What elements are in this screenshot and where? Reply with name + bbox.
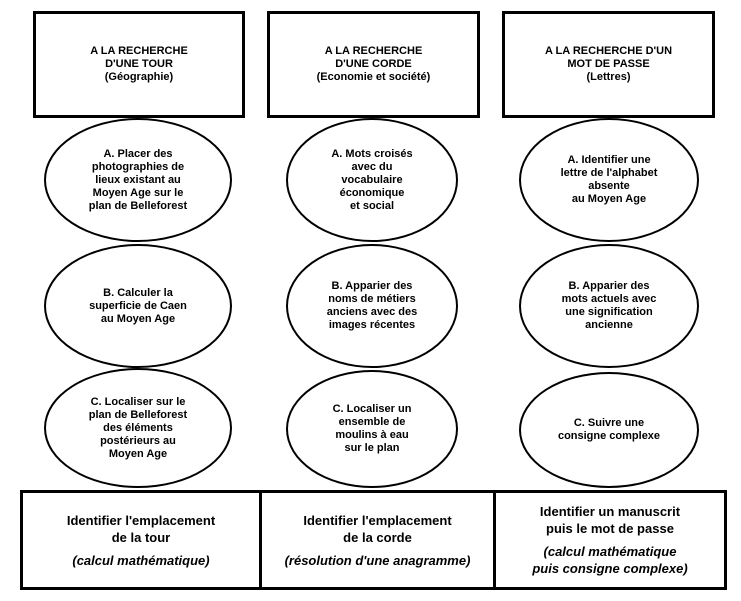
header-subtitle-tour: (Géographie) [104, 71, 174, 83]
activity-oval-mot-de-passe-b: B. Apparier des mots actuels avec une signification ancienne [519, 244, 699, 368]
goal-cell-tour [23, 493, 259, 587]
activity-oval-tour-a: A. Placer des photographies de lieux existant au Moyen Age sur le plan de Belleforest [44, 118, 232, 242]
goal-note-corde: (résolution d'une anagramme) [284, 552, 471, 568]
header-title-mot-de-passe: A LA RECHERCHE D'UN MOT DE PASSE [544, 45, 673, 70]
header-box-mot-de-passe [502, 11, 715, 118]
header-box-corde [267, 11, 480, 118]
activity-oval-tour-c: C. Localiser sur le plan de Belleforest des éléments postérieurs au Moyen Age [44, 368, 232, 488]
activity-oval-mot-de-passe-c: C. Suivre une consigne complexe [519, 372, 699, 488]
goal-cell-corde [259, 493, 493, 587]
header-title-tour: A LA RECHERCHE D'UNE TOUR [90, 45, 188, 70]
goal-main-tour: Identifier l'emplacement de la tour [66, 512, 216, 545]
activity-oval-corde-b: B. Apparier des noms de métiers anciens avec des images récentes [286, 244, 458, 368]
header-subtitle-mot-de-passe: (Lettres) [586, 71, 631, 83]
activity-oval-corde-c: C. Localiser un ensemble de moulins à eau sur le plan [286, 370, 458, 488]
goal-main-mot-de-passe: Identifier un manuscrit puis le mot de passe [539, 504, 681, 536]
goal-note-mot-de-passe: (calcul mathématique puis consigne complexe) [532, 544, 688, 576]
goal-note-tour: (calcul mathématique) [72, 552, 210, 568]
header-subtitle-corde: (Economie et société) [316, 71, 431, 83]
goal-main-corde: Identifier l'emplacement de la corde [303, 512, 452, 545]
activity-oval-tour-b: B. Calculer la superficie de Caen au Moyen Age [44, 244, 232, 368]
header-box-tour [33, 11, 245, 118]
activity-oval-corde-a: A. Mots croisés avec du vocabulaire économique et social [286, 118, 458, 242]
goal-cell-mot-de-passe [493, 493, 724, 587]
activity-oval-mot-de-passe-a: A. Identifier une lettre de l'alphabet absente au Moyen Age [519, 118, 699, 242]
goals-row [20, 490, 727, 590]
header-title-corde: A LA RECHERCHE D'UNE CORDE [324, 45, 423, 70]
